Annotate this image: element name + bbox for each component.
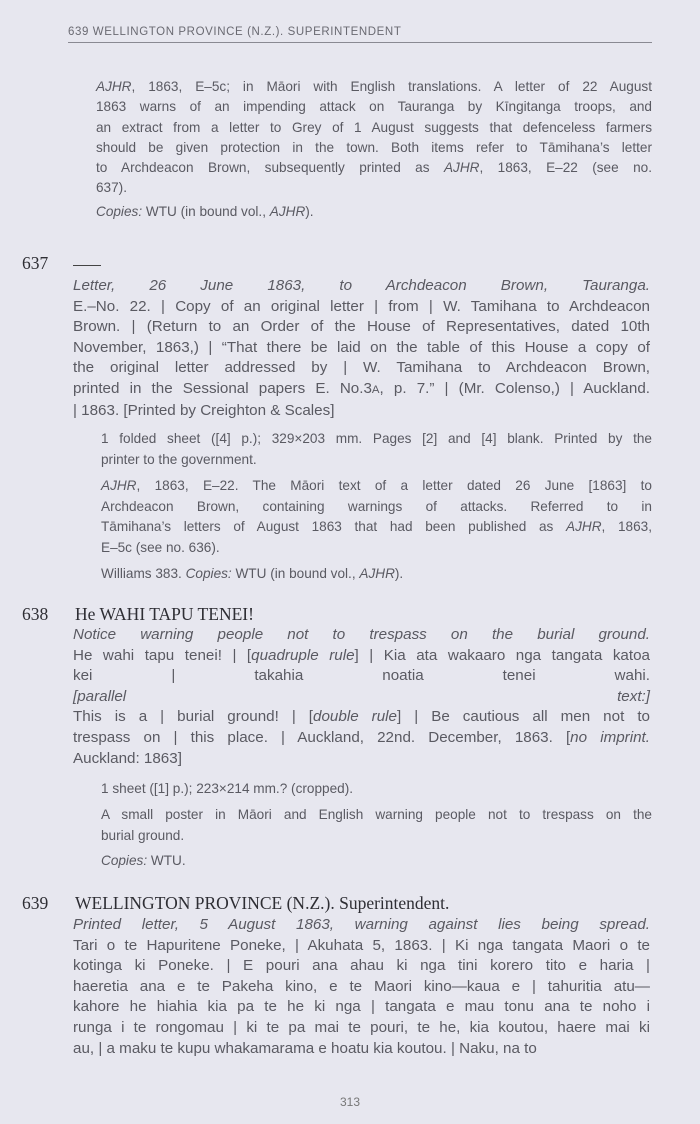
- text-line: [101, 476, 652, 497]
- text-run: haeretia ana e te Pakeha kino, e te Maori kino—kaua e | tahuritia atu—: [73, 977, 650, 995]
- text-run: kotinga ki Poneke. | E pouri ana ahau ki nga tini korero tito e haria |: [73, 957, 650, 975]
- text-run: kahore he hiahia kia pa te he ki nga | tangata e mau tonu ana te noho i: [73, 998, 650, 1016]
- text-line: [73, 956, 650, 977]
- entry-638-notes: [101, 805, 652, 846]
- text-line: [101, 805, 652, 826]
- text-run: Auckland: 1863]: [73, 749, 182, 767]
- text-run: ] | Be cautious all men not to: [397, 708, 650, 726]
- entry-639-body: [73, 915, 650, 1059]
- text-line: [96, 97, 652, 117]
- text-run: , 1863, E–5c; in Māori with English translations. A letter of 22 August: [131, 79, 652, 94]
- text-line: [101, 826, 652, 847]
- italic-text: AJHR: [96, 79, 132, 94]
- entry-637-copies: [101, 564, 652, 585]
- italic-text: Letter, 26 June 1863, to Archdeacon Brown, Tauranga.: [73, 277, 650, 294]
- italic-text: AJHR: [566, 519, 602, 534]
- text-run: WTU (in bound vol.,: [142, 204, 270, 219]
- text-run: to Archdeacon Brown, subsequently printed as: [96, 160, 444, 176]
- text-run: burial ground.: [101, 827, 185, 843]
- text-line: [73, 338, 650, 359]
- text-run: Archdeacon Brown, containing warnings of attacks. Referred to in: [101, 498, 652, 514]
- italic-text: double rule: [313, 708, 397, 726]
- text-line: [73, 666, 650, 687]
- text-run: kei | takahia noatia tenei wahi.: [73, 667, 650, 685]
- text-line: [73, 728, 650, 749]
- text-run: , 1863, E–22 (see no.: [479, 160, 652, 176]
- italic-text: no imprint.: [570, 728, 650, 746]
- previous-entry-description: [96, 77, 652, 199]
- text-run: ] | Kia ata wakaaro nga tangata katoa: [354, 646, 650, 664]
- text-line: [96, 118, 652, 138]
- text-line: [101, 851, 652, 872]
- italic-text: AJHR: [443, 160, 480, 176]
- text-line: [96, 178, 652, 198]
- text-line: [101, 538, 652, 559]
- text-line: [96, 158, 652, 178]
- entry-638-heading: He WAHI TAPU TENEI!: [75, 604, 254, 624]
- text-run: Tāmihana’s letters of August 1863 that had been published as: [101, 519, 567, 534]
- text-run: November, 1863,) | “That there be laid on the table of this House a copy of: [73, 338, 650, 356]
- text-line: [73, 646, 650, 667]
- entry-637-body: [73, 276, 650, 421]
- text-line: [73, 297, 650, 318]
- text-run: 1 sheet ([1] p.); 223×214 mm.? (cropped).: [101, 781, 353, 796]
- entry-number-638: 638: [22, 604, 49, 624]
- text-run: WTU (in bound vol.,: [231, 566, 360, 581]
- text-run: , 1863,: [601, 519, 652, 534]
- text-run: printed in the Sessional papers E. No.3: [73, 379, 372, 397]
- italic-text: [parallel text:]: [73, 687, 650, 705]
- text-line: [101, 497, 652, 518]
- text-line: [73, 687, 650, 708]
- text-run: ).: [394, 566, 404, 581]
- text-run: runga i te rongomau | ki te pa mai te pouri, te he, kia koutou, haere mai ki: [73, 1018, 650, 1036]
- text-run: an extract from a letter to Grey of 1 August suggests that defenceless farmers: [96, 119, 652, 135]
- text-run: au, | a maku te kupu whakamarama e hoatu kia koutou. | Naku, na to: [73, 1039, 537, 1057]
- text-line: [96, 204, 314, 219]
- text-line: [73, 997, 650, 1018]
- text-line: [73, 707, 650, 728]
- text-run: WTU.: [147, 853, 186, 868]
- text-run: , p. 7.” | (Mr. Colenso,) | Auckland.: [379, 379, 650, 397]
- text-line: [101, 779, 652, 800]
- italic-text: Notice warning people not to trespass on the burial ground.: [73, 626, 650, 643]
- text-run: Brown. | (Return to an Order of the House of Representatives, dated 10th: [73, 318, 650, 336]
- text-line: [73, 401, 650, 422]
- text-line: [73, 977, 650, 998]
- text-run: 637).: [96, 180, 127, 196]
- text-line: [101, 517, 652, 538]
- text-run: A small poster in Māori and English warning people not to trespass on the: [101, 807, 652, 822]
- text-run: should be given protection in the town. Both items refer to Tāmihana’s letter: [96, 139, 652, 155]
- text-line: [73, 749, 650, 770]
- text-line: [73, 276, 650, 297]
- text-line: [101, 450, 652, 471]
- text-line: [73, 1018, 650, 1039]
- italic-text: Copies:: [101, 853, 148, 868]
- italic-text: AJHR: [269, 204, 306, 219]
- italic-text: Copies:: [96, 204, 143, 219]
- text-run: E.–No. 22. | Copy of an original letter | from | W. Tamihana to Archdeacon: [73, 297, 650, 315]
- text-line: [73, 379, 650, 401]
- text-run: He wahi tapu tenei! | [: [73, 646, 252, 664]
- page-number: 313: [339, 1095, 361, 1109]
- header-rule: [68, 42, 652, 43]
- entry-638-body: [73, 625, 650, 769]
- text-run: 1863 warns of an impending attack on Tauranga by Kīngitanga troops, and: [96, 99, 652, 115]
- entry-637-collation: [101, 429, 652, 470]
- text-run: printer to the government.: [101, 451, 257, 467]
- italic-text: AJHR: [359, 566, 395, 581]
- text-run: | 1863. [Printed by Creighton & Scales]: [73, 401, 335, 419]
- text-run: , 1863, E–22. The Māori text of a letter dated 26 June [1863] to: [136, 478, 652, 493]
- text-line: [73, 317, 650, 338]
- text-run: the original letter addressed by | W. Tamihana to Archdeacon Brown,: [73, 359, 650, 377]
- entry-number-639: 639: [22, 893, 49, 913]
- text-run: trespass on | this place. | Auckland, 22nd. December, 1863. [: [73, 728, 571, 746]
- italic-text: Copies:: [185, 566, 232, 581]
- previous-entry-copies: [96, 204, 314, 219]
- text-run: Tari o te Hapuritene Poneke, | Akuhata 5, 1863. | Ki nga tangata Maori o te: [73, 936, 650, 954]
- text-line: [96, 138, 652, 158]
- italic-text: Printed letter, 5 August 1863, warning against lies being spread.: [73, 916, 650, 933]
- text-run: A: [371, 383, 380, 396]
- entry-638-copies: [101, 851, 652, 872]
- italic-text: AJHR: [101, 478, 137, 493]
- entry-639-heading: WELLINGTON PROVINCE (N.Z.). Superintendent.: [75, 893, 450, 913]
- text-line: [73, 1039, 650, 1060]
- text-line: [73, 358, 650, 379]
- entry-638-collation: [101, 779, 652, 800]
- running-header: 639 WELLINGTON PROVINCE (N.Z.). SUPERINTENDENT: [68, 26, 402, 38]
- text-line: [96, 77, 652, 97]
- text-run: ).: [305, 204, 314, 219]
- text-run: E–5c (see no. 636).: [101, 539, 220, 555]
- text-line: [73, 625, 650, 646]
- text-line: [73, 936, 650, 957]
- entry-637-notes: [101, 476, 652, 558]
- text-line: [101, 564, 652, 585]
- italic-text: quadruple rule: [251, 646, 355, 664]
- text-run: 1 folded sheet ([4] p.); 329×203 mm. Pages [2] and [4] blank. Printed by the: [101, 431, 652, 446]
- text-run: This is a | burial ground! | [: [73, 708, 314, 726]
- entry-dash: [73, 265, 101, 266]
- entry-number-637: 637: [22, 253, 49, 273]
- text-line: [73, 915, 650, 936]
- text-line: [101, 429, 652, 450]
- text-run: Williams 383.: [101, 566, 186, 581]
